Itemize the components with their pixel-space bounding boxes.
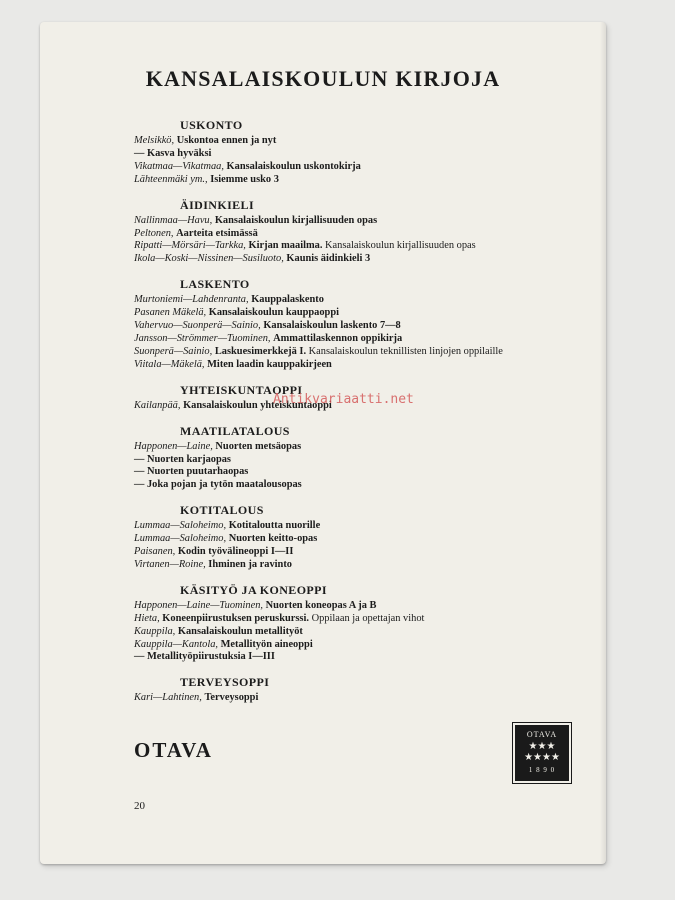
book-entry: [134, 626, 574, 639]
book-title: Miten laadin kauppakirjeen: [207, 358, 332, 370]
book-entry: [134, 441, 574, 454]
book-author: Ikola—Koski—Nissinen—Susiluoto,: [134, 253, 284, 265]
book-entry: [134, 228, 574, 241]
book-title: Nuorten metsäopas: [215, 440, 302, 452]
section: [134, 675, 574, 705]
logo-year: 1 8 9 0: [528, 766, 556, 774]
book-title: Nuorten keitto-opas: [228, 533, 318, 545]
page-title: KANSALAISKOULUN KIRJOJA: [145, 66, 501, 91]
book-title: Kotitaloutta nuorille: [228, 520, 321, 532]
section-heading: USKONTO: [180, 118, 243, 132]
book-entry: [134, 466, 574, 479]
book-title: Kansalaiskoulun yhteiskuntaoppi: [183, 399, 332, 411]
otava-logo: [515, 725, 569, 781]
watermark: Antikvariaatti.net: [273, 392, 414, 407]
book-entry: [134, 333, 574, 346]
book-author: Jansson—Strömmer—Tuominen,: [134, 332, 271, 344]
book-title: Kansalaiskoulun kauppaoppi: [208, 307, 339, 319]
book-title: Isiemme usko 3: [210, 173, 279, 185]
book-title: Kansalaiskoulun metallityöt: [177, 625, 303, 637]
book-entry: [134, 600, 574, 613]
book-title: — Nuorten puutarhaopas: [134, 466, 249, 478]
book-entry: [134, 520, 574, 533]
book-title: — Joka pojan ja tytön maatalousopas: [134, 479, 302, 491]
book-title: Kansalaiskoulun kirjallisuuden opas: [214, 214, 378, 226]
book-author: Happonen—Laine—Tuominen,: [134, 599, 264, 611]
book-entry: [134, 533, 574, 546]
book-title: Ammattilaskennon oppikirja: [273, 332, 403, 344]
book-entry: [134, 294, 574, 307]
book-entry: [134, 307, 574, 320]
book-entry: [134, 559, 574, 572]
book-note: Kansalaiskoulun kirjallisuuden opas: [325, 240, 476, 252]
section-heading: LASKENTO: [180, 277, 250, 292]
book-title: Ihminen ja ravinto: [208, 558, 292, 570]
book-title: Aarteita etsimässä: [176, 227, 258, 239]
book-list: [134, 118, 574, 716]
book-author: Vahervuo—Suonperä—Sainio,: [134, 320, 261, 332]
book-author: Lummaa—Saloheimo,: [134, 533, 227, 545]
book-title: Kansalaiskoulun laskento 7—8: [263, 320, 401, 332]
book-entry: [134, 161, 574, 174]
section: [134, 118, 574, 187]
book-author: Melsikkö,: [134, 135, 175, 146]
book-title: Koneenpiirustuksen peruskurssi.: [162, 612, 309, 624]
book-title: — Metallityöpiirustuksia I—III: [134, 651, 275, 663]
book-entry: [134, 359, 574, 372]
logo-text: OTAVA: [526, 730, 558, 739]
publisher-name: OTAVA: [134, 738, 213, 762]
book-title: Kodin työvälineoppi I—II: [177, 546, 294, 558]
section: [134, 583, 574, 665]
book-entry: [134, 479, 574, 492]
book-title: — Kasva hyväksi: [134, 147, 212, 159]
book-author: Lähteenmäki ym.,: [134, 173, 208, 185]
page-number: 20: [134, 800, 145, 812]
book-entry: [134, 320, 574, 333]
book-author: Kauppila—Kantola,: [134, 638, 219, 650]
section: [134, 424, 574, 493]
book-title: Metallityön aineoppi: [220, 638, 313, 650]
book-note: Oppilaan ja opettajan vihot: [311, 612, 425, 624]
book-entry: [134, 135, 574, 148]
book-entry: [134, 215, 574, 228]
section-heading: KOTITALOUS: [180, 503, 264, 518]
book-entry: [134, 613, 574, 626]
book-author: Vikatmaa—Vikatmaa,: [134, 160, 224, 172]
book-entry: [134, 174, 574, 187]
book-title: Terveysoppi: [204, 692, 259, 704]
section-heading: MAATILATALOUS: [180, 423, 290, 438]
book-note: Kansalaiskoulun teknillisten linjojen oppilaille: [308, 345, 503, 357]
book-author: Kauppila,: [134, 625, 176, 637]
book-author: Paisanen,: [134, 546, 176, 558]
book-entry: [134, 651, 574, 664]
book-back-cover: [40, 22, 606, 864]
book-author: Ripatti—Mörsäri—Tarkka,: [134, 240, 246, 252]
book-author: Happonen—Laine,: [134, 440, 213, 452]
book-title: Laskuesimerkkejä I.: [214, 345, 307, 357]
book-author: Nallinmaa—Havu,: [134, 214, 213, 226]
book-entry: [134, 346, 574, 359]
book-title: Uskontoa ennen ja nyt: [176, 135, 277, 146]
book-entry: [134, 240, 574, 253]
book-entry: [134, 148, 574, 161]
book-author: Kailanpää,: [134, 399, 181, 411]
book-author: Lummaa—Saloheimo,: [134, 520, 227, 532]
book-entry: [134, 639, 574, 652]
book-title: Kirjan maailma.: [248, 240, 323, 252]
section-heading: YHTEISKUNTAOPPI: [180, 382, 303, 397]
section: [134, 503, 574, 572]
section: [134, 277, 574, 371]
book-author: Murtoniemi—Lahdenranta,: [134, 294, 249, 306]
book-author: Hieta,: [134, 612, 160, 624]
logo-stars-icon: ★★★ ★★★★: [524, 741, 560, 763]
section: [134, 198, 574, 267]
section-heading: ÄIDINKIELI: [180, 197, 255, 212]
book-entry: [134, 454, 574, 467]
section-heading: TERVEYSOPPI: [180, 675, 270, 690]
book-entry: [134, 692, 574, 705]
book-author: Pasanen Mäkelä,: [134, 307, 207, 319]
book-author: Suonperä—Sainio,: [134, 345, 213, 357]
book-author: Viitala—Mäkelä,: [134, 358, 205, 370]
book-entry: [134, 546, 574, 559]
section-heading: KÄSITYÖ JA KONEOPPI: [180, 582, 327, 597]
book-title: — Nuorten karjaopas: [134, 453, 231, 465]
book-title: Kansalaiskoulun uskontokirja: [226, 160, 361, 172]
book-entry: [134, 253, 574, 266]
book-title: Nuorten koneopas A ja B: [265, 599, 377, 611]
book-author: Kari—Lahtinen,: [134, 692, 202, 704]
book-author: Peltonen,: [134, 227, 174, 239]
book-title: Kaunis äidinkieli 3: [286, 253, 371, 265]
book-author: Virtanen—Roine,: [134, 558, 206, 570]
book-title: Kauppalaskento: [251, 294, 324, 306]
